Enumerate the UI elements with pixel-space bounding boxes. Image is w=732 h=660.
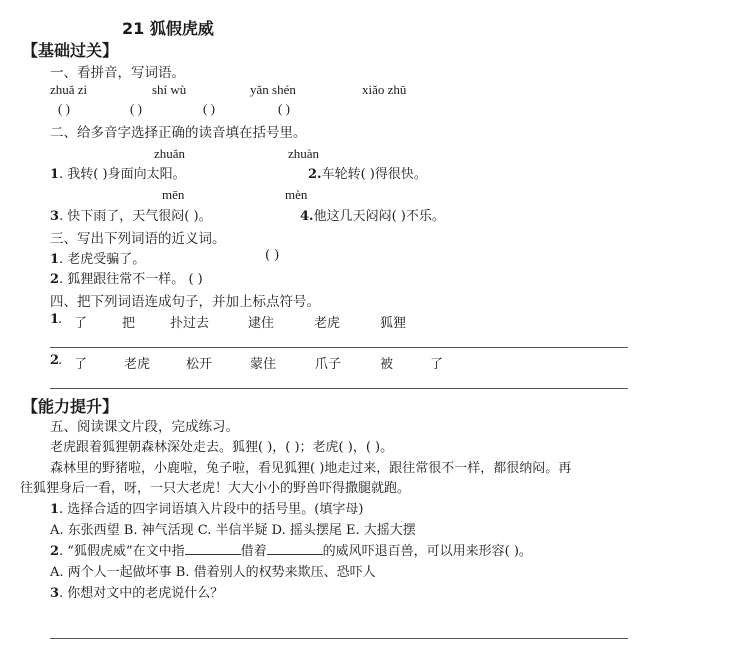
q2-item-2 xyxy=(308,163,427,182)
q5-sub-2-number: 2 xyxy=(50,544,60,559)
q5-passage-para2-line1: 森林里的野猪啦，小鹿啦，兔子啦，看见狐狸( )地走过来，跟往常很不一样，都很纳闷。再 xyxy=(50,461,572,476)
q4-item-1-word: 逮住 xyxy=(248,316,275,331)
q2-item-4 xyxy=(300,205,445,224)
q5-heading: 五、阅读课文片段，完成练习。 xyxy=(50,419,239,435)
q3-item-1-number: 1 xyxy=(50,252,60,267)
q4-item-1-word: 把 xyxy=(122,316,136,331)
q5-sub-2 xyxy=(50,540,532,559)
q3-item-1-text: . 老虎受骗了。 xyxy=(59,252,146,267)
q4-item-1-word: 老虎 xyxy=(314,316,341,331)
q4-item-1-word: 狐狸 xyxy=(380,316,407,331)
q2-pinyin-men1: mēn xyxy=(162,187,185,202)
q4-item-2-dot: . xyxy=(58,353,63,368)
q5-sub-2-text-mid: 借着 xyxy=(240,544,267,559)
q5-sub-3-number: 3 xyxy=(50,586,60,601)
q5-sub-3 xyxy=(50,582,223,601)
q5-sub-2-blank-1[interactable] xyxy=(185,542,241,555)
q1-pinyin-3: yǎn shén xyxy=(250,82,296,97)
q1-answer-blank-1[interactable]: ( ) xyxy=(58,101,70,116)
q4-item-2-word: 被 xyxy=(380,357,394,372)
q4-item-2-word: 了 xyxy=(430,357,444,372)
section-heading-advanced: 【能力提升】 xyxy=(22,397,119,416)
q2-item-3-text: . 快下雨了，天气很闷( )。 xyxy=(59,209,212,224)
q2-pinyin-zhuan3: zhuǎn xyxy=(154,146,186,161)
q2-item-3-number: 3 xyxy=(50,209,60,224)
q3-item-1 xyxy=(50,248,145,267)
q3-item-2-number: 2 xyxy=(50,272,60,287)
q3-item-2-text: . 狐狸跟往常不一样。 ( ) xyxy=(59,272,203,287)
q4-item-2-word: 了 xyxy=(74,357,88,372)
q5-sub-2-text-pre: . “狐假虎威”在文中指 xyxy=(59,544,185,559)
q5-sub-2-blank-2[interactable] xyxy=(267,542,323,555)
q1-pinyin-2: shí wù xyxy=(152,82,187,97)
q4-item-2-number: 2 xyxy=(50,353,60,368)
q2-item-2-number: 2. xyxy=(308,167,322,182)
q2-item-1-text: . 我转( )身面向太阳。 xyxy=(59,167,186,182)
q2-item-1-number: 1 xyxy=(50,167,60,182)
q3-heading: 三、写出下列词语的近义词。 xyxy=(50,231,226,247)
q2-item-4-number: 4. xyxy=(300,209,314,224)
page-title: 21 狐假虎威 xyxy=(122,19,214,38)
q5-sub-2-text-post: 的威风吓退百兽，可以用来形容( )。 xyxy=(322,544,532,559)
q2-heading: 二、给多音字选择正确的读音填在括号里。 xyxy=(50,125,307,141)
q5-sub-1-options: A. 东张西望 B. 神气活现 C. 半信半疑 D. 摇头摆尾 E. 大摇大摆 xyxy=(50,523,416,538)
q2-pinyin-zhuan4: zhuàn xyxy=(288,146,320,161)
q1-answer-blank-2[interactable]: ( ) xyxy=(130,101,142,116)
q1-answer-blank-3[interactable]: ( ) xyxy=(203,101,215,116)
q5-sub-1-text: . 选择合适的四字词语填入片段中的括号里。(填字母) xyxy=(59,502,364,517)
q2-item-2-text: 车轮转( )得很快。 xyxy=(321,167,427,182)
q1-pinyin-4: xiǎo zhū xyxy=(362,82,407,97)
q4-heading: 四、把下列词语连成句子，并加上标点符号。 xyxy=(50,294,320,310)
q2-item-3 xyxy=(50,205,212,224)
q4-item-2-answer-line[interactable] xyxy=(50,388,628,389)
q5-sub-3-text: . 你想对文中的老虎说什么？ xyxy=(59,586,224,601)
q1-heading: 一、看拼音，写词语。 xyxy=(50,65,185,81)
q5-passage-para1: 老虎跟着狐狸朝森林深处走去。狐狸( )，( )；老虎( )，( )。 xyxy=(50,440,394,455)
q4-item-2-word: 蒙住 xyxy=(250,357,277,372)
q5-passage-para2-line2: 往狐狸身后一看，呀，一只大老虎！大大小小的野兽吓得撒腿就跑。 xyxy=(20,481,411,496)
q5-sub-2-options: A. 两个人一起做坏事 B. 借着别人的权势来欺压、恐吓人 xyxy=(50,565,376,580)
q4-item-2-word: 老虎 xyxy=(124,357,151,372)
q5-sub-3-answer-line[interactable] xyxy=(50,638,628,639)
q3-item-1-blank[interactable]: ( ) xyxy=(265,248,280,263)
q2-item-1 xyxy=(50,163,186,182)
q4-item-1-number: 1 xyxy=(50,312,60,327)
q1-pinyin-1: zhuǎ zi xyxy=(50,82,88,97)
q4-item-1-dot: . xyxy=(58,312,63,327)
q2-item-4-text: 他这几天闷闷( )不乐。 xyxy=(313,209,445,224)
q5-sub-1-number: 1 xyxy=(50,502,60,517)
q5-sub-1 xyxy=(50,498,363,517)
q4-item-1-word: 了 xyxy=(74,316,88,331)
section-heading-basic: 【基础过关】 xyxy=(22,41,119,60)
q1-answer-blank-4[interactable]: ( ) xyxy=(278,101,290,116)
q4-item-1-answer-line[interactable] xyxy=(50,347,628,348)
q3-item-2 xyxy=(50,268,203,287)
q2-pinyin-men4: mèn xyxy=(285,187,308,202)
q4-item-2-word: 松开 xyxy=(186,357,213,372)
q4-item-2-word: 爪子 xyxy=(315,357,342,372)
q4-item-1-word: 扑过去 xyxy=(170,316,210,331)
